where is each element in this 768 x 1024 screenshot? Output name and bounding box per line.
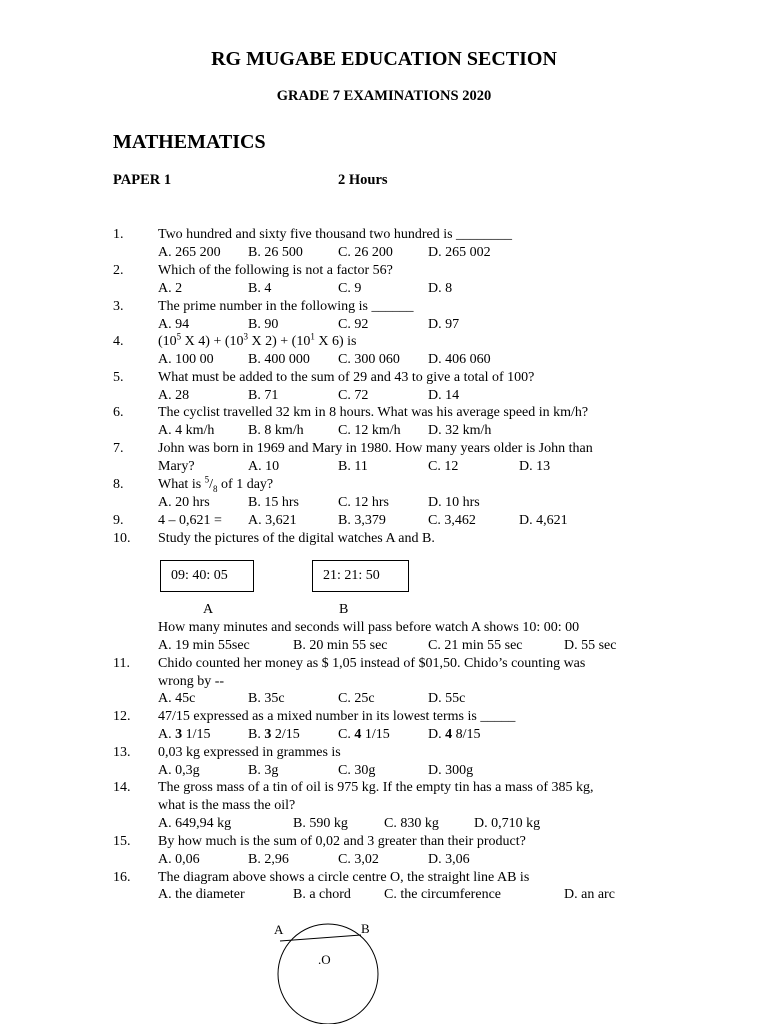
option-d: D. 97	[428, 317, 460, 332]
option-b: B. 590 kg	[293, 816, 348, 831]
option-c: C. 72	[338, 388, 369, 403]
exam-title: GRADE 7 EXAMINATIONS 2020	[276, 88, 492, 104]
option-d: D. 13	[519, 459, 551, 474]
option-c: C. 12	[428, 459, 459, 474]
question-10-prompt	[0, 619, 768, 637]
question-text-continued: How many minutes and seconds will pass before watch A shows 10: 00: 00	[158, 620, 580, 635]
question-text: Two hundred and sixty five thousand two hundred is ________	[158, 227, 513, 242]
option-b: B. 71	[248, 388, 279, 403]
option-a: A. 2	[158, 281, 183, 296]
centre-label: .O	[318, 952, 331, 967]
option-c: C. 26 200	[338, 245, 393, 260]
point-b-label: B	[361, 921, 370, 936]
question-15-options	[0, 851, 768, 869]
option-c: C. 21 min 55 sec	[428, 638, 523, 653]
option-c: C. 3,02	[338, 852, 379, 867]
question-2	[0, 262, 768, 280]
circle-outline	[278, 924, 378, 1024]
option-b: B. 90	[248, 317, 279, 332]
question-5	[0, 369, 768, 387]
question-16	[0, 869, 768, 887]
question-text-continued: what is the mass the oil?	[158, 798, 296, 813]
question-2-options	[0, 280, 768, 298]
question-number: 9.	[113, 513, 124, 528]
option-b: B. 3g	[248, 763, 279, 778]
question-13	[0, 744, 768, 762]
question-number: 7.	[113, 441, 124, 456]
option-c: C. 3,462	[428, 513, 476, 528]
watch-a-display: 09: 40: 05	[160, 560, 254, 592]
option-a: A. 45c	[158, 691, 196, 706]
question-number: 13.	[113, 745, 131, 760]
question-4-options	[0, 351, 768, 369]
paper-label: PAPER 1	[113, 172, 172, 188]
question-7	[0, 440, 768, 458]
question-text: 4 – 0,621 =	[158, 513, 222, 528]
option-b: B. 26 500	[248, 245, 303, 260]
question-number: 11.	[113, 656, 130, 671]
option-d: D. 32 km/h	[428, 423, 492, 438]
question-text: Which of the following is not a factor 56?	[158, 263, 393, 278]
option-c: C. 30g	[338, 763, 376, 778]
watch-b-display: 21: 21: 50	[312, 560, 409, 592]
option-d: D. 406 060	[428, 352, 491, 367]
option-b: B. 35c	[248, 691, 285, 706]
question-number: 4.	[113, 334, 124, 349]
option-d: D. 55 sec	[564, 638, 617, 653]
option-d: D. 300g	[428, 763, 474, 778]
option-d: D. 55c	[428, 691, 466, 706]
question-text: 0,03 kg expressed in grammes is	[158, 745, 341, 760]
question-text: By how much is the sum of 0,02 and 3 greater than their product?	[158, 834, 526, 849]
option-b: B. 20 min 55 sec	[293, 638, 388, 653]
question-3-options	[0, 316, 768, 334]
circle-diagram	[268, 918, 398, 1024]
option-c: C. 9	[338, 281, 362, 296]
option-d: D. 3,06	[428, 852, 470, 867]
question-text-continued: Mary?	[158, 459, 195, 474]
option-b: B. a chord	[293, 887, 351, 902]
question-15	[0, 833, 768, 851]
question-9	[0, 512, 768, 530]
option-a: A. 3 1/15	[158, 727, 211, 742]
option-b: B. 400 000	[248, 352, 310, 367]
question-13-options	[0, 762, 768, 780]
option-c: C. the circumference	[384, 887, 501, 902]
option-a: A. 265 200	[158, 245, 221, 260]
question-12-options	[0, 726, 768, 744]
question-16-options	[0, 886, 768, 904]
option-a: A. 100 00	[158, 352, 214, 367]
subject-heading: MATHEMATICS	[113, 131, 266, 153]
option-d: D. 0,710 kg	[474, 816, 541, 831]
question-text: ($10^5$ X $4) + (10^3$ X $2) + (10^1$ X 6) is	[158, 331, 357, 349]
question-number: 6.	[113, 405, 124, 420]
question-text: The cyclist travelled 32 km in 8 hours. What was his average speed in km/h?	[158, 405, 589, 420]
question-text: What is $^5/_8$ of 1 day?	[158, 474, 274, 494]
question-number: 2.	[113, 263, 124, 278]
option-c: C. 4 1/15	[338, 727, 390, 742]
option-d: D. 10 hrs	[428, 495, 480, 510]
duration-label: 2 Hours	[338, 172, 388, 188]
option-a: A. 10	[248, 459, 280, 474]
question-14	[0, 779, 768, 797]
question-number: 12.	[113, 709, 131, 724]
question-3	[0, 298, 768, 316]
question-11-options	[0, 690, 768, 708]
option-b: B. 8 km/h	[248, 423, 304, 438]
question-number: 14.	[113, 780, 131, 795]
option-d: D. 265 002	[428, 245, 491, 260]
option-a: A. 20 hrs	[158, 495, 210, 510]
question-text: 47/15 expressed as a mixed number in its lowest terms is _____	[158, 709, 516, 724]
option-a: A. 4 km/h	[158, 423, 215, 438]
option-a: A. 28	[158, 388, 190, 403]
option-a: A. 94	[158, 317, 190, 332]
question-6-options	[0, 422, 768, 440]
option-a: A. the diameter	[158, 887, 245, 902]
question-10-options	[0, 637, 768, 655]
option-b: B. 3,379	[338, 513, 386, 528]
school-title: RG MUGABE EDUCATION SECTION	[211, 48, 557, 70]
question-number: 16.	[113, 870, 131, 885]
question-14-continued	[0, 797, 768, 815]
question-1	[0, 226, 768, 244]
question-text: Study the pictures of the digital watches A and B.	[158, 531, 435, 546]
option-c: C. 12 hrs	[338, 495, 389, 510]
question-text: What must be added to the sum of 29 and 43 to give a total of 100?	[158, 370, 535, 385]
option-a: A. 0,3g	[158, 763, 200, 778]
question-1-options	[0, 244, 768, 262]
point-a-label: A	[274, 922, 284, 937]
question-number: 15.	[113, 834, 131, 849]
watch-a-label: A	[203, 602, 214, 617]
question-number: 5.	[113, 370, 124, 385]
option-b: B. 11	[338, 459, 368, 474]
question-number: 3.	[113, 299, 124, 314]
question-5-options	[0, 387, 768, 405]
option-d: D. an arc	[564, 887, 615, 902]
option-c: C. 830 kg	[384, 816, 439, 831]
question-text-continued: wrong by --	[158, 674, 225, 689]
question-7-options	[0, 458, 768, 476]
option-b: B. 2,96	[248, 852, 289, 867]
option-a: A. 19 min 55sec	[158, 638, 250, 653]
question-number: 10.	[113, 531, 131, 546]
question-text: The gross mass of a tin of oil is 975 kg. If the empty tin has a mass of 385 kg,	[158, 780, 594, 795]
question-8	[0, 476, 768, 494]
option-b: B. 3 2/15	[248, 727, 300, 742]
option-a: A. 3,621	[248, 513, 297, 528]
option-d: D. 14	[428, 388, 460, 403]
question-text: John was born in 1969 and Mary in 1980. How many years older is John than	[158, 441, 593, 456]
question-11-continued	[0, 673, 768, 691]
question-number: 8.	[113, 477, 124, 492]
question-11	[0, 655, 768, 673]
question-text: The diagram above shows a circle centre O, the straight line AB is	[158, 870, 530, 885]
question-text: The prime number in the following is ______	[158, 299, 414, 314]
option-b: B. 15 hrs	[248, 495, 299, 510]
question-12	[0, 708, 768, 726]
option-b: B. 4	[248, 281, 272, 296]
option-d: D. 4,621	[519, 513, 568, 528]
question-4	[0, 333, 768, 351]
option-a: A. 0,06	[158, 852, 200, 867]
question-10	[0, 530, 768, 548]
option-a: A. 649,94 kg	[158, 816, 232, 831]
watch-b-label: B	[339, 602, 349, 617]
option-c: C. 92	[338, 317, 369, 332]
option-c: C. 25c	[338, 691, 375, 706]
question-text: Chido counted her money as $ 1,05 instead of $01,50. Chido’s counting was	[158, 656, 586, 671]
option-d: D. 8	[428, 281, 453, 296]
option-d: D. 4 8/15	[428, 727, 481, 742]
option-c: C. 300 060	[338, 352, 400, 367]
question-number: 1.	[113, 227, 124, 242]
question-8-options	[0, 494, 768, 512]
chord-ab	[280, 935, 361, 941]
option-c: C. 12 km/h	[338, 423, 401, 438]
question-14-options	[0, 815, 768, 833]
question-6	[0, 404, 768, 422]
